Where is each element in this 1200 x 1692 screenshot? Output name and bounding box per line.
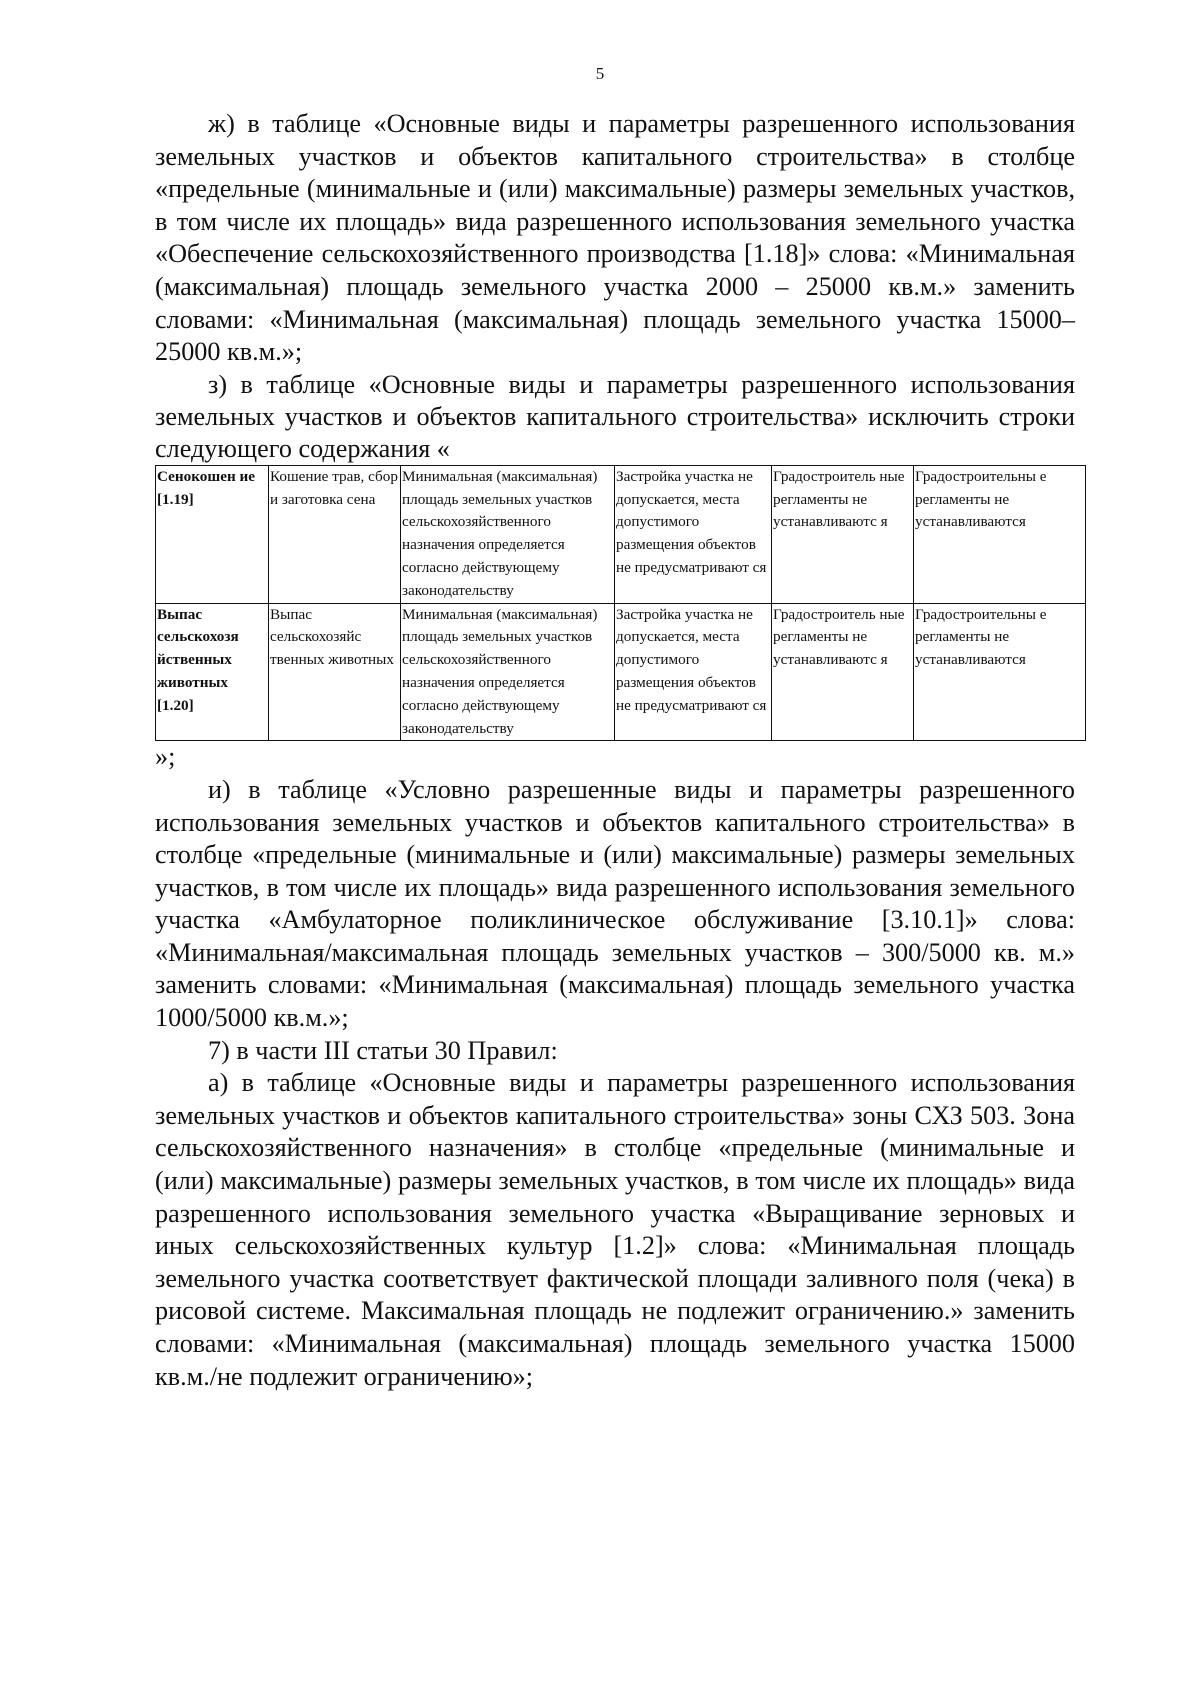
table-cell-use-name: Сенокошен ие [1.19]: [156, 465, 269, 603]
paragraph-z: з) в таблице «Основные виды и параметры разрешенного использования земельных участков и объектов капитального строительства» исключить строки следующего содержания «: [155, 369, 1075, 463]
table-row: [156, 603, 1086, 741]
paragraph-i: и) в таблице «Условно разрешенные виды и параметры разрешенного использования земельных участков и объектов капитального строительства» в столбце «предельные (минимальные и (или) максимальные) размеры земельных участков, в том числе их площадь» вида разрешенного использования земельного участка «Амбулаторное поликлиническое обслуживание [3.10.1]» слова: «Минимальная/максимальная площадь земельных участков – 300/5000 кв. м.» заменить словами: «Минимальная (максимальная) площадь земельного участка 1000/5000 кв.м.»;: [155, 774, 1075, 1033]
table-cell-regulations-extra: Градостроительны е регламенты не устанавливаются: [914, 603, 1086, 741]
table-cell-regulations: Градостроитель ные регламенты не устанавливаютс я: [772, 603, 914, 741]
page-number: 5: [595, 64, 605, 83]
paragraph-a: а) в таблице «Основные виды и параметры разрешенного использования земельных участков и объектов капитального строительства» зоны СХЗ 503. Зона сельскохозяйственного назначения» в столбце «предельные (минимальные и (или) максимальные) размеры земельных участков, в том числе их площадь» вида разрешенного использования земельного участка «Выращивание зерновых и иных сельскохозяйственных культур [1.2]» слова: «Минимальная площадь земельного участка соответствует фактической площади заливного поля (чека) в рисовой системе. Максимальная площадь не подлежит ограничению.» заменить словами: «Минимальная (максимальная) площадь земельного участка 15000 кв.м./не подлежит ограничению»;: [155, 1068, 1075, 1391]
paragraph-zh: ж) в таблице «Основные виды и параметры разрешенного использования земельных участков и объектов капитального строительства» в столбце «предельные (минимальные и (или) максимальные) размеры земельных участков, в том числе их площадь» вида разрешенного использования земельного участка «Обеспечение сельскохозяйственного производства [1.18]» слова: «Минимальная (максимальная) площадь земельного участка 2000 – 25000 кв.м.» заменить словами: «Минимальная (максимальная) площадь земельного участка 15000– 25000 кв.м.»;: [155, 109, 1075, 367]
excluded-rows-table: [155, 465, 1086, 742]
closing-quote: »;: [155, 742, 176, 772]
table-row: [156, 465, 1086, 603]
table-cell-building: Застройка участка не допускается, места допустимого размещения объектов не предусматривают ся: [615, 465, 772, 603]
table-cell-use-name: Выпас сельскохозя йственных животных [1.20]: [156, 603, 269, 741]
document-body: [155, 108, 1075, 1393]
table-cell-regulations: Градостроитель ные регламенты не устанавливаютс я: [772, 465, 914, 603]
table-cell-plot-size: Минимальная (максимальная) площадь земельных участков сельскохозяйственного назначения определяется согласно действующему законодательству: [401, 465, 615, 603]
table-cell-building: Застройка участка не допускается, места допустимого размещения объектов не предусматривают ся: [615, 603, 772, 741]
table-cell-description: Выпас сельскохозяйс твенных животных: [269, 603, 401, 741]
table-cell-regulations-extra: Градостроительны е регламенты не устанавливаются: [914, 465, 1086, 603]
table-cell-description: Кошение трав, сбор и заготовка сена: [269, 465, 401, 603]
table-cell-plot-size: Минимальная (максимальная) площадь земельных участков сельскохозяйственного назначения определяется согласно действующему законодательству: [401, 603, 615, 741]
paragraph-7: 7) в части III статьи 30 Правил:: [208, 1035, 558, 1065]
